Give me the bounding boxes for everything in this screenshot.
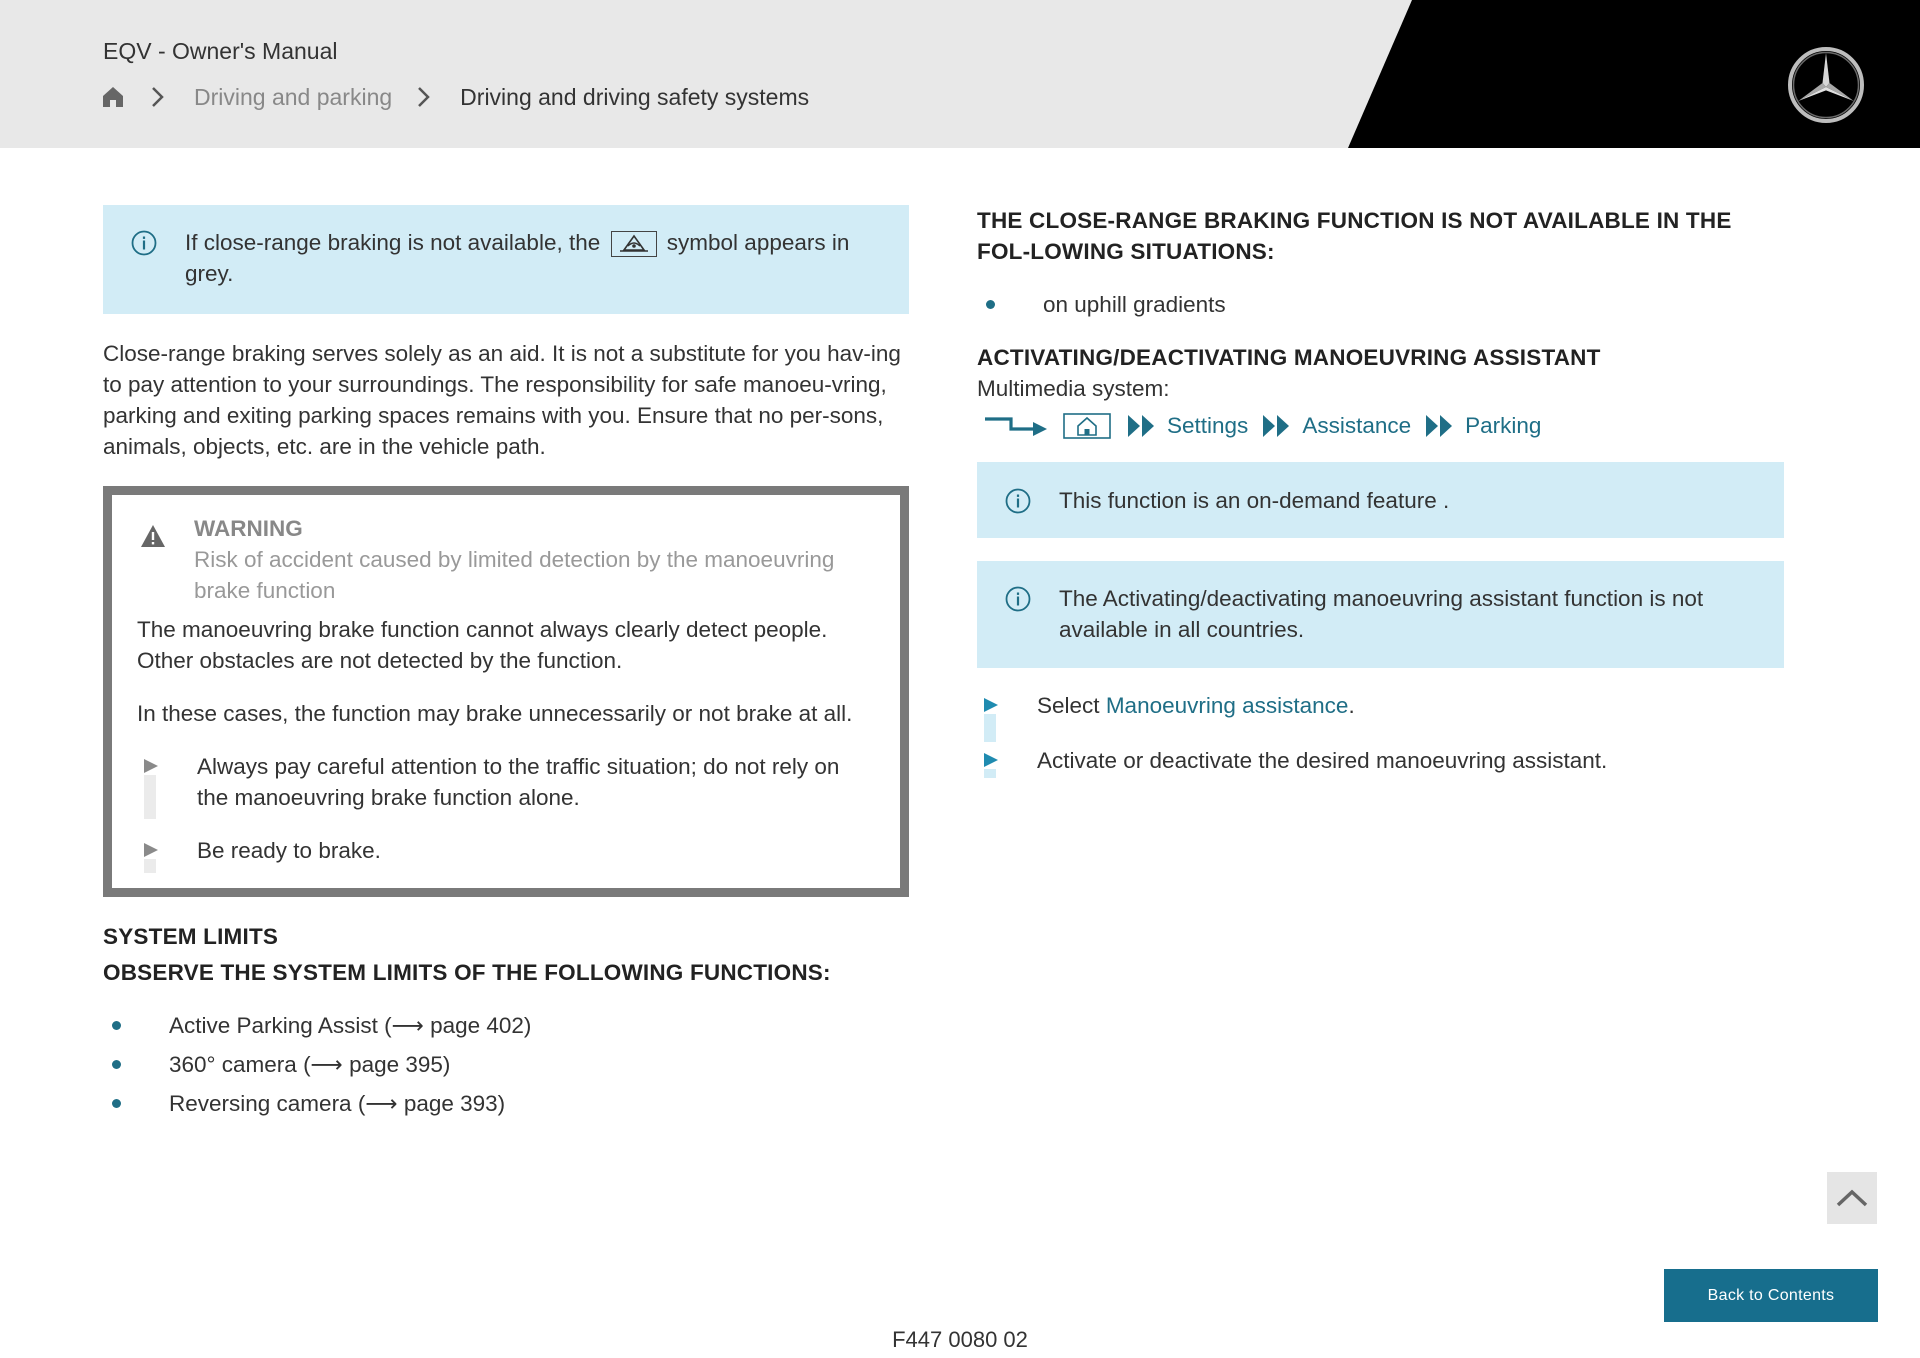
step-activate-text: Activate or deactivate the desired manoeuvring assistant. [1037,748,1608,773]
info-box-country-availability [977,561,1784,668]
action-arrow-icon [137,835,197,866]
warning-box [103,486,909,897]
unavailable-situations-list [977,289,1784,320]
close-range-braking-paragraph: Close-range braking serves solely as an aid. It is not a substitute for you hav-ing to pay attention to your surroundings. The responsibility for safe manoeu-vring, parking and exiting parking spaces remains with you. Ensure that no per-sons, animals, objects, etc. are in the vehicle path. [103,341,901,459]
step-arrow-icon [977,745,1037,776]
menu-step-settings[interactable]: Settings [1167,413,1249,438]
warning-triangle-icon [140,523,166,549]
list-item-text: on uphill gradients [1043,292,1226,317]
double-chevron-icon [1425,413,1455,439]
system-limits-subheading: OBSERVE THE SYSTEM LIMITS OF THE FOLLOWING FUNCTIONS: [103,960,831,985]
manual-title: EQV - Owner's Manual [103,38,338,64]
info-text: The Activating/deactivating manoeuvring assistant function is not available in all countries. [1059,586,1704,642]
warning-subtitle: Risk of accident caused by limited detection by the manoeuvring brake function [194,547,835,603]
multimedia-label: Multimedia system: [977,376,1170,401]
list-item-text: Reversing camera (⟶ page 393) [169,1091,506,1116]
info-icon [131,230,157,256]
unavailable-situations-heading: THE CLOSE-RANGE BRAKING FUNCTION IS NOT AVAILABLE IN THE FOL-LOWING SITUATIONS: [977,208,1732,264]
bullet-dot [112,1099,121,1108]
list-item-text: Active Parking Assist (⟶ page 402) [169,1013,532,1038]
breadcrumb-link-driving-and-parking[interactable]: Driving and parking [194,83,393,110]
menu-step-assistance[interactable]: Assistance [1302,413,1412,438]
system-limits-list [103,1010,909,1119]
scroll-to-top-button[interactable] [1827,1172,1877,1224]
list-item [977,289,1784,320]
chevron-right-icon [414,84,434,110]
info-icon [1005,586,1031,612]
bullet-dot [112,1021,121,1030]
right-column [977,205,1784,776]
instruction-step-activate [977,745,1784,776]
info-text: This function is an on-demand feature . [1059,488,1450,513]
bullet-dot [986,300,995,309]
breadcrumb [100,80,809,114]
warning-action-item [137,835,875,866]
list-item[interactable] [103,1049,909,1080]
home-icon[interactable] [100,84,126,110]
warning-action-text: Be ready to brake. [197,838,381,863]
system-limits-heading: SYSTEM LIMITS [103,924,279,949]
double-chevron-icon [1262,413,1292,439]
left-column [103,205,909,1119]
breadcrumb-current-page: Driving and driving safety systems [460,83,810,110]
page-header [0,0,1920,148]
step-select-suffix: . [1348,693,1355,718]
menu-step-parking[interactable]: Parking [1465,413,1542,438]
list-item-text: 360° camera (⟶ page 395) [169,1052,451,1077]
info-text-after-symbol: symbol appears in grey. [185,230,850,286]
home-button-icon[interactable] [1063,413,1111,439]
step-arrow-icon [977,690,1037,721]
manoeuvring-assistance-link[interactable]: Manoeuvring assistance [1105,693,1349,718]
menu-path [977,408,1784,444]
instruction-step-select [977,690,1784,721]
bullet-dot [112,1060,121,1069]
warning-header [137,513,875,606]
chevron-up-icon [1835,1188,1869,1208]
warning-body-1: The manoeuvring brake function cannot always clearly detect people. Other obstacles are not detected by the function. [137,617,828,673]
info-box-close-range-braking [103,205,909,314]
menu-path-arrow-icon [983,411,1055,441]
warning-action-text: Always pay careful attention to the traffic situation; do not rely on the manoeuvring brake function alone. [197,754,840,810]
list-item[interactable] [103,1088,909,1119]
info-text-before-symbol: If close-range braking is not available, the [185,230,601,255]
double-chevron-icon [1127,413,1157,439]
info-box-on-demand [977,462,1784,538]
header-black-panel [0,0,1920,148]
list-item[interactable] [103,1010,909,1041]
info-icon [1005,488,1031,514]
document-code: F447 0080 02 [892,1327,1028,1352]
three-pointed-star-logo [1787,46,1865,124]
step-select-prefix: Select [1037,693,1100,718]
warning-title: WARNING [194,516,303,541]
action-arrow-icon [137,751,197,782]
back-to-contents-button[interactable]: Back to Contents [1664,1269,1878,1322]
warning-action-item [137,751,875,813]
warning-body-2: In these cases, the function may brake unnecessarily or not brake at all. [137,701,853,726]
activating-heading: ACTIVATING/DEACTIVATING MANOEUVRING ASSISTANT [977,345,1601,370]
close-range-braking-symbol-icon [611,231,657,257]
chevron-right-icon [148,84,168,110]
